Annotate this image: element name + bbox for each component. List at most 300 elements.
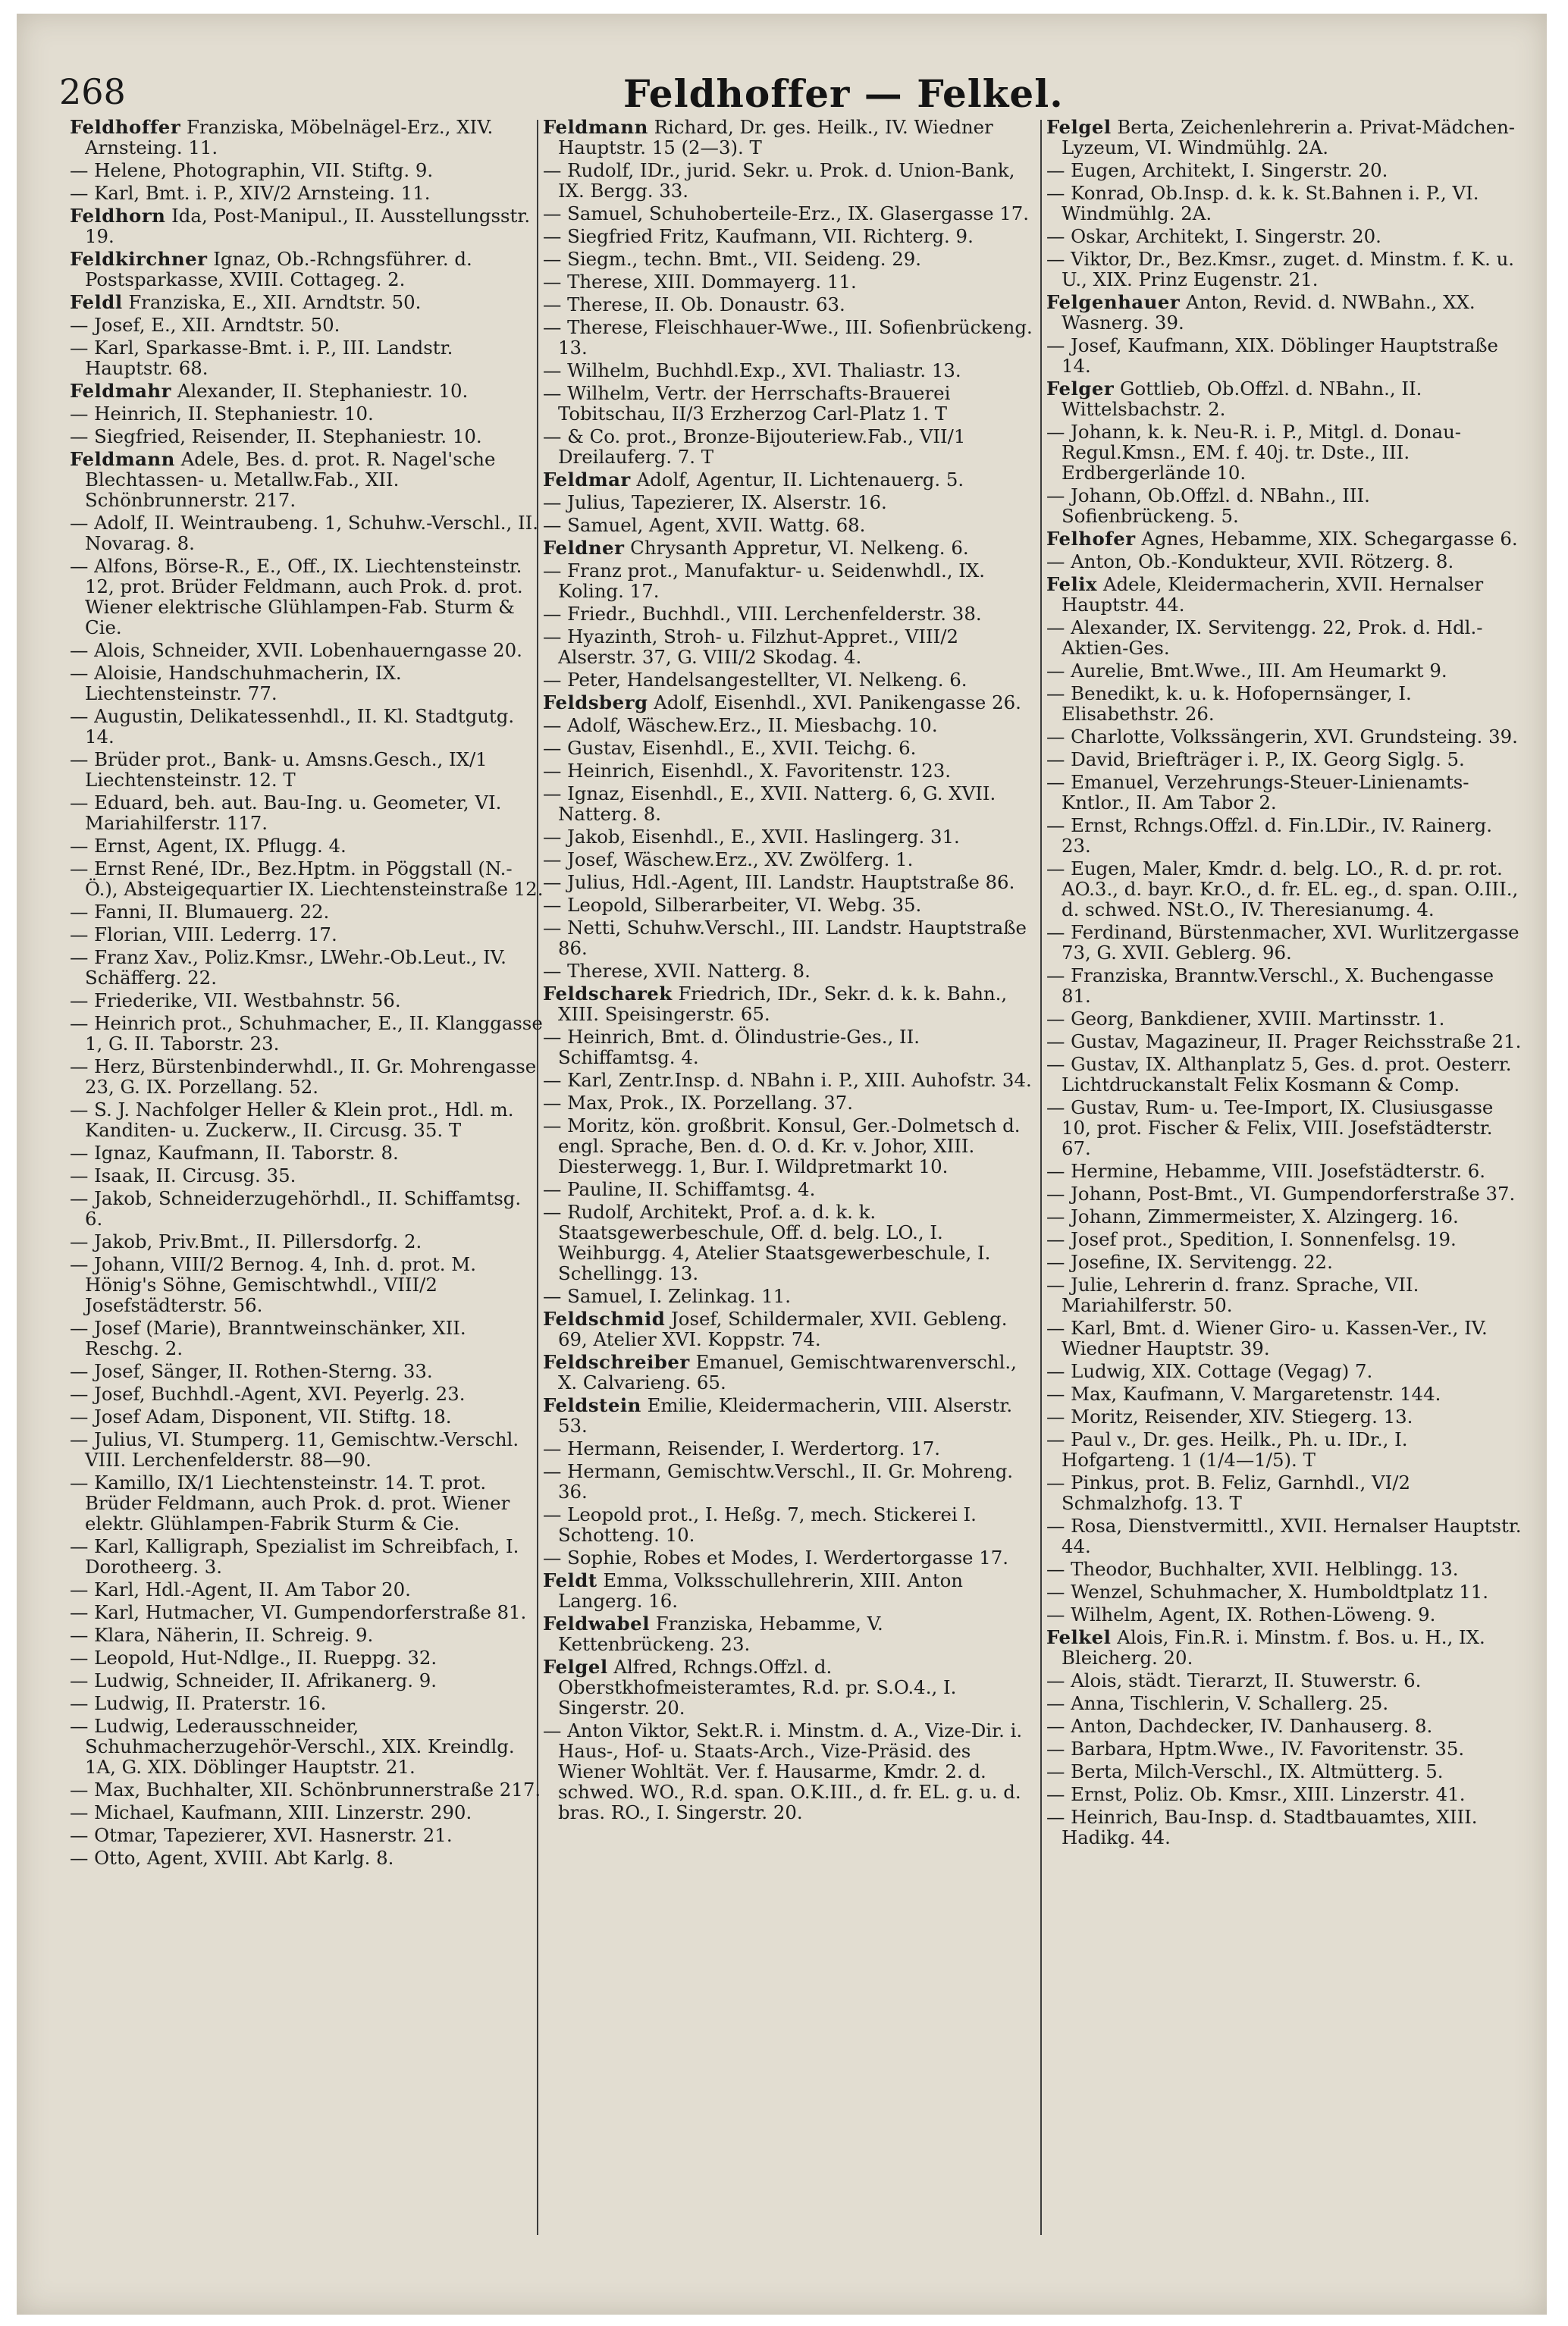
directory-entry [70, 183, 544, 203]
directory-entry [1046, 292, 1523, 333]
directory-entry [1046, 1761, 1523, 1782]
entry-text: — Viktor, Dr., Bez.Kmsr., zuget. d. Minstm. f. K. u. U., XIX. Prinz Eugenstr. 21. [1046, 248, 1515, 290]
entry-text: — Isaak, II. Circusg. 35. [70, 1165, 296, 1187]
directory-entry [70, 1143, 544, 1163]
directory-entry [1046, 922, 1523, 963]
entry-text: — Josef, Sänger, II. Rothen-Sterng. 33. [70, 1360, 433, 1382]
directory-entry [1046, 772, 1523, 813]
directory-entry [543, 1286, 1040, 1306]
directory-entry [1046, 485, 1523, 526]
entry-text: — Josef, Kaufmann, XIX. Döblinger Hauptstraße 14. [1046, 334, 1498, 377]
directory-entry [1046, 1670, 1523, 1691]
entry-text: — Karl, Sparkasse-Bmt. i. P., III. Landstr. Hauptstr. 68. [70, 337, 453, 379]
entry-text: — Ludwig, XIX. Cottage (Vegag) 7. [1046, 1360, 1373, 1382]
entry-surname: Feldstein [543, 1394, 641, 1416]
directory-entry [543, 1657, 1040, 1718]
directory-entry [70, 1536, 544, 1577]
entry-text: — Otto, Agent, XVIII. Abt Karlg. 8. [70, 1847, 394, 1869]
directory-entry [70, 426, 544, 447]
entry-text: Ida, Post-Manipul., II. Ausstellungsstr. 19. [85, 205, 531, 247]
entry-text: — Herz, Bürstenbinderwhdl., II. Gr. Mohrengasse 23, G. IX. Porzellang. 52. [70, 1055, 537, 1098]
directory-entry [1046, 1516, 1523, 1556]
directory-entry [70, 381, 544, 401]
entry-text: — Anton Viktor, Sekt.R. i. Minstm. d. A., Vize-Dir. i. Haus-, Hof- u. Staats-Arch., Vize-Präsid. des Wiener Wohltät. Ver. f. Hausarme, Kmdr. 2. d. schwed. WO., R.d. span. O.K.III., d. fr. EL. g. u. d. bras. RO., I. Singerstr. 20. [543, 1719, 1023, 1823]
entry-text: — Peter, Handelsangestellter, VI. Nelkeng. 6. [543, 669, 967, 691]
entry-text: — Ernst, Agent, IX. Pflugg. 4. [70, 835, 347, 857]
entry-text: — Gustav, Rum- u. Tee-Import, IX. Clusiusgasse 10, prot. Fischer & Felix, VIII. Josefstädterstr. 67. [1046, 1096, 1494, 1159]
entry-text: — Eugen, Maler, Kmdr. d. belg. LO., R. d. pr. rot. AO.3., d. bayr. Kr.O., d. fr. EL. eg., d. span. O.III., d. schwed. NSt.O., IV. Theresianumg. 4. [1046, 857, 1519, 920]
entry-text: Gottlieb, Ob.Offzl. d. NBahn., II. Wittelsbachstr. 2. [1062, 378, 1422, 420]
directory-entry [543, 294, 1040, 315]
directory-entry [70, 1013, 544, 1054]
entry-text: — Therese, II. Ob. Donaustr. 63. [543, 293, 845, 315]
entry-surname: Feldt [543, 1569, 597, 1591]
directory-entry [70, 249, 544, 290]
directory-entry [543, 1461, 1040, 1502]
entry-text: — Ludwig, Lederausschneider, Schuhmacherzugehör-Verschl., XIX. Kreindlg. 1A, G. XIX. Döblinger Hauptstr. 21. [70, 1715, 515, 1778]
directory-entry [543, 249, 1040, 269]
entry-text: Richard, Dr. ges. Heilk., IV. Wiedner Hauptstr. 15 (2—3). T [558, 117, 993, 158]
directory-entry [1046, 1384, 1523, 1404]
entry-text: — Ernst René, IDr., Bez.Hptm. in Pöggstall (N.-Ö.), Absteigequartier IX. Liechtensteinstraße 12. [70, 857, 544, 900]
entry-text: — Josef, Buchhdl.-Agent, XVI. Peyerlg. 23. [70, 1383, 466, 1405]
directory-entry [543, 1179, 1040, 1199]
directory-entry [70, 901, 544, 922]
entry-text: — Rudolf, IDr., jurid. Sekr. u. Prok. d. Union-Bank, IX. Bergg. 33. [543, 159, 1015, 202]
directory-entry [543, 895, 1040, 915]
entry-surname: Feldner [543, 537, 625, 559]
entry-text: — Siegm., techn. Bmt., VII. Seideng. 29. [543, 248, 922, 270]
directory-entry [543, 1547, 1040, 1568]
entry-text: — Johann, Zimmermeister, X. Alzingerg. 16. [1046, 1205, 1459, 1227]
directory-entry [70, 1099, 544, 1140]
entry-text: — Therese, XVII. Natterg. 8. [543, 960, 811, 982]
entry-text: — Therese, XIII. Dommayerg. 11. [543, 271, 857, 293]
directory-entry [1046, 1627, 1523, 1668]
entry-text: — Hermine, Hebamme, VIII. Josefstädterstr. 6. [1046, 1160, 1486, 1182]
entry-text: — Sophie, Robes et Modes, I. Werdertorgasse 17. [543, 1547, 1009, 1569]
directory-entry [1046, 749, 1523, 770]
directory-entry [70, 556, 544, 638]
entry-text: — Konrad, Ob.Insp. d. k. k. St.Bahnen i. P., VI. Windmühlg. 2A. [1046, 182, 1479, 224]
entry-surname: Felix [1046, 573, 1098, 595]
directory-entry [1046, 1738, 1523, 1759]
directory-entry [543, 1092, 1040, 1113]
directory-entry [1046, 528, 1523, 549]
directory-entry [70, 1670, 544, 1691]
entry-text: Franziska, Möbelnägel-Erz., XIV. Arnsteing. 11. [85, 117, 494, 158]
entry-text: — Gustav, Magazineur, II. Prager Reichsstraße 21. [1046, 1030, 1522, 1052]
column-left [70, 117, 544, 2300]
directory-entry [70, 337, 544, 378]
entry-text: — Augustin, Delikatessenhdl., II. Kl. Stadtgutg. 14. [70, 705, 515, 748]
entry-text: Emma, Volksschullehrerin, XIII. Anton Langerg. 16. [558, 1569, 964, 1612]
entry-text: — Moritz, kön. großbrit. Konsul, Ger.-Dolmetsch d. engl. Sprache, Ben. d. O. d. Kr. v. Johor, XIII. Diesterwegg. 1, Bur. I. Wildpretmarkt 10. [543, 1114, 1021, 1177]
directory-entry [1046, 965, 1523, 1006]
entry-text: — Rudolf, Architekt, Prof. a. d. k. k. Staatsgewerbeschule, Off. d. belg. LO., I. Weihburgg. 4, Atelier Staatsgewerbeschule, I. Schellingg. 13. [543, 1201, 991, 1284]
directory-entry [543, 469, 1040, 490]
directory-entry [543, 1720, 1040, 1823]
entry-surname: Feldschmid [543, 1308, 666, 1330]
entry-text: — Therese, Fleischhauer-Wwe., III. Sofienbrückeng. 13. [543, 316, 1033, 359]
entry-surname: Feldkirchner [70, 248, 208, 270]
entry-text: — Ernst, Poliz. Ob. Kmsr., XIII. Linzerstr. 41. [1046, 1783, 1466, 1805]
entry-text: Franziska, E., XII. Arndtstr. 50. [122, 291, 422, 313]
directory-entry [1046, 1716, 1523, 1736]
entry-text: — Otmar, Tapezierer, XVI. Hasnerstr. 21. [70, 1824, 453, 1846]
directory-entry [70, 947, 544, 988]
directory-entry [70, 1802, 544, 1823]
entry-text: — Julius, VI. Stumperg. 11, Gemischtw.-Verschl. VIII. Lerchenfelderstr. 88—90. [70, 1428, 519, 1471]
entry-text: — Heinrich prot., Schuhmacher, E., II. Klanggasse 1, G. II. Taborstr. 23. [70, 1012, 543, 1055]
directory-entry [1046, 1604, 1523, 1625]
entry-text: — Max, Prok., IX. Porzellang. 37. [543, 1092, 854, 1114]
entry-text: — Jakob, Priv.Bmt., II. Pillersdorfg. 2. [70, 1230, 422, 1252]
entry-text: — Helene, Photographin, VII. Stiftg. 9. [70, 159, 434, 181]
entry-text: Anton, Revid. d. NWBahn., XX. Wasnerg. 39. [1062, 291, 1475, 334]
directory-entry [1046, 117, 1523, 158]
entry-text: — Emanuel, Verzehrungs-Steuer-Linienamts-Kntlor., II. Am Tabor 2. [1046, 771, 1469, 813]
directory-entry [70, 792, 544, 833]
entry-text: — Rosa, Dienstvermittl., XVII. Hernalser Hauptstr. 44. [1046, 1515, 1522, 1557]
entry-text: — Barbara, Hptm.Wwe., IV. Favoritenstr. 35. [1046, 1738, 1465, 1760]
entry-text: — Pauline, II. Schiffamtsg. 4. [543, 1178, 816, 1200]
directory-entry [1046, 1361, 1523, 1381]
directory-entry [1046, 1406, 1523, 1427]
entry-text: — Alfons, Börse-R., E., Off., IX. Liechtensteinstr. 12, prot. Brüder Feldmann, auch Prok. d. prot. Wiener elektrische Glühlampen-Fab. Sturm & Cie. [70, 555, 523, 638]
entry-text: — Eduard, beh. aut. Bau-Ing. u. Geometer, VI. Mariahilferstr. 117. [70, 792, 502, 834]
entry-surname: Feldhoffer [70, 117, 181, 138]
directory-entry [543, 626, 1040, 667]
entry-surname: Feldhorn [70, 205, 166, 227]
entry-text: — Julius, Hdl.-Agent, III. Landstr. Hauptstraße 86. [543, 871, 1015, 893]
entry-text: — Netti, Schuhw.Verschl., III. Landstr. Hauptstraße 86. [543, 917, 1027, 959]
directory-entry [1046, 1252, 1523, 1272]
entry-text: — Ludwig, Schneider, II. Afrikanerg. 9. [70, 1669, 437, 1691]
entry-surname: Feldscharek [543, 983, 673, 1005]
directory-entry [1046, 1054, 1523, 1095]
entry-text: — Wilhelm, Buchhdl.Exp., XVI. Thaliastr. 13. [543, 359, 961, 381]
directory-entry [543, 271, 1040, 292]
entry-text: — & Co. prot., Bronze-Bijouteriew.Fab., VII/1 Dreilauferg. 7. T [543, 425, 966, 468]
entry-text: — Klara, Näherin, II. Schreig. 9. [70, 1624, 374, 1646]
directory-entry [70, 449, 544, 510]
entry-text: — Adolf, II. Weintraubeng. 1, Schuhw.-Verschl., II. Novarag. 8. [70, 512, 539, 554]
entry-text: — Benedikt, k. u. k. Hofopernsänger, I. Elisabethstr. 26. [1046, 682, 1412, 725]
entry-text: — Ignaz, Eisenhdl., E., XVII. Natterg. 6, G. XVII. Natterg. 8. [543, 782, 996, 825]
entry-text: — Florian, VIII. Lederrg. 17. [70, 923, 337, 945]
entry-text: — Josef (Marie), Branntweinschänker, XII. Reschg. 2. [70, 1317, 466, 1359]
directory-entry [70, 1472, 544, 1534]
directory-entry [543, 492, 1040, 513]
directory-entry [70, 1056, 544, 1097]
directory-entry [1046, 726, 1523, 747]
directory-entry [70, 990, 544, 1011]
directory-entry [1046, 1429, 1523, 1470]
directory-entry [1046, 1693, 1523, 1713]
entry-text: — Josef prot., Spedition, I. Sonnenfelsg. 19. [1046, 1228, 1457, 1250]
entry-text: — Paul v., Dr. ges. Heilk., Ph. u. IDr., I. Hofgarteng. 1 (1/4—1/5). T [1046, 1428, 1408, 1471]
entry-text: — Franziska, Branntw.Verschl., X. Buchengasse 81. [1046, 964, 1494, 1007]
directory-entry [543, 117, 1040, 158]
directory-entry [543, 983, 1040, 1024]
entry-text: — Georg, Bankdiener, XVIII. Martinsstr. 1. [1046, 1008, 1445, 1030]
entry-text: — Friedr., Buchhdl., VIII. Lerchenfelderstr. 38. [543, 603, 982, 625]
directory-entry [70, 1429, 544, 1470]
entry-text: — Leopold, Silberarbeiter, VI. Webg. 35. [543, 894, 922, 916]
directory-entry [70, 858, 544, 899]
entry-text: — Adolf, Wäschew.Erz., II. Miesbachg. 10. [543, 714, 938, 736]
entry-text: — Karl, Bmt. i. P., XIV/2 Arnsteing. 11. [70, 182, 431, 204]
directory-entry [543, 426, 1040, 467]
directory-entry [1046, 815, 1523, 856]
directory-entry [1046, 1031, 1523, 1052]
directory-entry [543, 783, 1040, 824]
directory-entry [543, 872, 1040, 892]
directory-entry [70, 663, 544, 704]
entry-text: Berta, Zeichenlehrerin a. Privat-Mädchen-Lyzeum, VI. Windmühlg. 2A. [1062, 117, 1516, 158]
directory-entry [543, 1395, 1040, 1436]
entry-surname: Feldl [70, 291, 123, 313]
directory-entry [1046, 1472, 1523, 1513]
entry-surname: Feldwabel [543, 1613, 650, 1635]
entry-surname: Feldschreiber [543, 1351, 690, 1373]
entry-text: — Julius, Tapezierer, IX. Alserstr. 16. [543, 491, 887, 513]
entry-text: — Siegfried Fritz, Kaufmann, VII. Richterg. 9. [543, 225, 974, 247]
entry-text: — Michael, Kaufmann, XIII. Linzerstr. 290. [70, 1801, 472, 1823]
entry-surname: Felhofer [1046, 528, 1136, 550]
entry-text: — Jakob, Eisenhdl., E., XVII. Haslingerg. 31. [543, 826, 960, 848]
entry-text: Franziska, Hebamme, V. Kettenbrückeng. 23. [558, 1613, 883, 1655]
entry-text: — Leopold prot., I. Heßg. 7, mech. Stickerei I. Schotteng. 10. [543, 1503, 977, 1546]
directory-entry [1046, 1784, 1523, 1804]
entry-text: Josef, Schildermaler, XVII. Gebleng. 69, Atelier XVI. Koppstr. 74. [558, 1308, 1008, 1350]
directory-entry [543, 826, 1040, 847]
directory-entry [543, 226, 1040, 246]
directory-entry [1046, 1559, 1523, 1579]
directory-entry [543, 603, 1040, 624]
directory-entry [543, 961, 1040, 981]
directory-entry [1046, 1229, 1523, 1249]
entry-text: — Karl, Kalligraph, Spezialist im Schreibfach, I. Dorotheerg. 3. [70, 1535, 519, 1578]
directory-entry [70, 117, 544, 158]
directory-entry [1046, 551, 1523, 572]
directory-entry [1046, 249, 1523, 290]
entry-text: Ignaz, Ob.-Rchngsführer. d. Postsparkasse, XVIII. Cottageg. 2. [85, 248, 472, 290]
directory-entry [70, 160, 544, 180]
entry-text: — Aurelie, Bmt.Wwe., III. Am Heumarkt 9. [1046, 660, 1447, 682]
entry-text: — Heinrich, Bmt. d. Ölindustrie-Ges., II. Schiffamtsg. 4. [543, 1026, 920, 1068]
directory-entry [70, 1318, 544, 1359]
directory-entry [543, 383, 1040, 424]
entry-text: — Heinrich, II. Stephaniestr. 10. [70, 403, 374, 425]
entry-text: — Alois, städt. Tierarzt, II. Stuwerstr. 6. [1046, 1669, 1422, 1691]
entry-text: — Gustav, IX. Althanplatz 5, Ges. d. prot. Oesterr. Lichtdruckanstalt Felix Kosmann & Comp. [1046, 1053, 1512, 1096]
entry-text: Alfred, Rchngs.Offzl. d. Oberstkhofmeisteramtes, R.d. pr. S.O.4., I. Singerstr. 20. [558, 1656, 957, 1719]
entry-surname: Felger [1046, 378, 1115, 400]
entry-text: — Jakob, Schneiderzugehörhdl., II. Schiffamtsg. 6. [70, 1187, 522, 1230]
entry-text: — Kamillo, IX/1 Liechtensteinstr. 14. T. prot. Brüder Feldmann, auch Prok. d. prot. Wiener elektr. Glühlampen-Fabrik Sturm & Cie. [70, 1472, 510, 1534]
entry-text: — Franz prot., Manufaktur- u. Seidenwhdl., IX. Koling. 17. [543, 560, 985, 602]
entry-text: — Samuel, Agent, XVII. Wattg. 68. [543, 514, 866, 536]
directory-entry [70, 1188, 544, 1229]
directory-entry [70, 1406, 544, 1427]
directory-entry [70, 1384, 544, 1404]
entry-text: — Max, Buchhalter, XII. Schönbrunnerstraße 217. [70, 1779, 541, 1801]
entry-surname: Felgenhauer [1046, 291, 1181, 313]
entry-text: Adele, Kleidermacherin, XVII. Hernalser Hauptstr. 44. [1062, 573, 1484, 616]
entry-surname: Feldmann [70, 448, 175, 470]
directory-entry [543, 538, 1040, 558]
directory-entry [1046, 1206, 1523, 1227]
page-title: Feldhoffer — Felkel. [623, 71, 1064, 116]
directory-entry [543, 669, 1040, 690]
directory-entry [543, 360, 1040, 381]
directory-entry [1046, 422, 1523, 483]
directory-entry [543, 715, 1040, 735]
directory-entry [543, 1202, 1040, 1284]
directory-entry [543, 1504, 1040, 1545]
entry-text: — Wilhelm, Vertr. der Herrschafts-Brauerei Tobitschau, II/3 Erzherzog Carl-Platz 1. T [543, 382, 951, 425]
directory-entry [70, 1779, 544, 1800]
entry-text: — Leopold, Hut-Ndlge., II. Rueppg. 32. [70, 1647, 437, 1669]
directory-entry [1046, 858, 1523, 920]
page-number: 268 [59, 71, 126, 112]
entry-text: — Theodor, Buchhalter, XVII. Helblingg. 13. [1046, 1558, 1459, 1580]
directory-entry [1046, 1318, 1523, 1359]
directory-entry [70, 924, 544, 945]
entry-surname: Feldmahr [70, 380, 172, 402]
entry-text: — Max, Kaufmann, V. Margaretenstr. 144. [1046, 1383, 1441, 1405]
entry-text: — Karl, Hutmacher, VI. Gumpendorferstraße 81. [70, 1601, 527, 1623]
directory-entry [1046, 226, 1523, 246]
entry-text: — Siegfried, Reisender, II. Stephaniestr. 10. [70, 425, 482, 447]
directory-entry [543, 1027, 1040, 1067]
directory-entry [543, 760, 1040, 781]
entry-text: — Karl, Bmt. d. Wiener Giro- u. Kassen-Ver., IV. Wiedner Hauptstr. 39. [1046, 1317, 1488, 1359]
directory-entry [543, 1309, 1040, 1350]
entry-text: — Josef Adam, Disponent, VII. Stiftg. 18. [70, 1406, 452, 1428]
entry-text: Adolf, Eisenhdl., XVI. Panikengasse 26. [648, 691, 1021, 713]
column-middle [543, 117, 1040, 2300]
entry-text: — Eugen, Architekt, I. Singerstr. 20. [1046, 159, 1388, 181]
directory-entry [70, 315, 544, 335]
entry-text: Alois, Fin.R. i. Minstm. f. Bos. u. H., IX. Bleicherg. 20. [1062, 1626, 1485, 1669]
entry-text: — Samuel, Schuhoberteile-Erz., IX. Glasergasse 17. [543, 202, 1030, 224]
entry-text: — David, Briefträger i. P., IX. Georg Siglg. 5. [1046, 748, 1465, 770]
directory-entry [1046, 160, 1523, 180]
entry-surname: Felkel [1046, 1626, 1112, 1648]
entry-text: — Moritz, Reisender, XIV. Stiegerg. 13. [1046, 1406, 1413, 1428]
entry-text: — Hermann, Gemischtw.Verschl., II. Gr. Mohreng. 36. [543, 1460, 1014, 1503]
directory-entry [1046, 183, 1523, 224]
entry-surname: Feldsberg [543, 691, 648, 713]
entry-text: — Josef, E., XII. Arndtstr. 50. [70, 314, 340, 336]
entry-text: Emilie, Kleidermacherin, VIII. Alserstr. 53. [558, 1394, 1013, 1437]
directory-entry [543, 692, 1040, 713]
entry-text: — Hermann, Reisender, I. Werdertorg. 17. [543, 1437, 940, 1459]
directory-entry [543, 849, 1040, 870]
directory-entry [70, 205, 544, 246]
directory-entry [543, 203, 1040, 224]
entry-text: — Oskar, Architekt, I. Singerstr. 20. [1046, 225, 1381, 247]
directory-entry [543, 160, 1040, 201]
entry-text: — Hyazinth, Stroh- u. Filzhut-Appret., VIII/2 Alserstr. 37, G. VIII/2 Skodag. 4. [543, 625, 958, 668]
directory-entry [543, 1070, 1040, 1090]
entry-surname: Feldmar [543, 469, 631, 491]
entry-text: — Pinkus, prot. B. Feliz, Garnhdl., VI/2 Schmalzhofg. 13. T [1046, 1472, 1411, 1514]
entry-text: — Ernst, Rchngs.Offzl. d. Fin.LDir., IV. Rainerg. 23. [1046, 814, 1492, 857]
directory-entry [70, 1254, 544, 1315]
directory-entry [543, 1115, 1040, 1177]
column-right [1046, 117, 1523, 2300]
directory-entry [543, 1613, 1040, 1654]
directory-entry [1046, 1807, 1523, 1848]
entry-surname: Felgel [543, 1656, 608, 1678]
directory-entry [70, 1848, 544, 1868]
directory-entry [1046, 1581, 1523, 1602]
column-divider [1040, 120, 1042, 2235]
entry-text: — Franz Xav., Poliz.Kmsr., LWehr.-Ob.Leut., IV. Schäfferg. 22. [70, 946, 506, 989]
directory-entry [1046, 617, 1523, 658]
entry-text: — Ludwig, II. Praterstr. 16. [70, 1692, 327, 1714]
entry-text: — Samuel, I. Zelinkag. 11. [543, 1285, 792, 1307]
directory-entry [1046, 1274, 1523, 1315]
directory-entry [543, 317, 1040, 358]
directory-entry [70, 403, 544, 424]
entry-text: — Johann, k. k. Neu-R. i. P., Mitgl. d. Donau-Regul.Kmsn., EM. f. 40j. tr. Dste., III. Erdbergerlände 10. [1046, 421, 1462, 484]
directory-entry [1046, 1183, 1523, 1204]
entry-text: — Johann, Ob.Offzl. d. NBahn., III. Sofienbrückeng. 5. [1046, 484, 1370, 527]
entry-text: Agnes, Hebamme, XIX. Schegargasse 6. [1135, 528, 1518, 550]
directory-entry [70, 1579, 544, 1600]
entry-text: Friedrich, IDr., Sekr. d. k. k. Bahn., XIII. Speisingerstr. 65. [558, 983, 1008, 1025]
entry-text: — Julie, Lehrerin d. franz. Sprache, VII. Mariahilferstr. 50. [1046, 1274, 1419, 1316]
directory-entry [543, 1570, 1040, 1611]
directory-entry [70, 1825, 544, 1845]
entry-text: — Ferdinand, Bürstenmacher, XVI. Wurlitzergasse 73, G. XVII. Geblerg. 96. [1046, 921, 1519, 964]
directory-entry [543, 738, 1040, 758]
entry-text: — Alexander, IX. Servitengg. 22, Prok. d. Hdl.-Aktien-Ges. [1046, 616, 1483, 659]
directory-entry [70, 513, 544, 553]
directory-entry [1046, 1097, 1523, 1158]
directory-entry [1046, 683, 1523, 724]
entry-text: — Karl, Hdl.-Agent, II. Am Tabor 20. [70, 1578, 411, 1600]
entry-text: — Anna, Tischlerin, V. Schallerg. 25. [1046, 1692, 1389, 1714]
directory-entry [543, 1352, 1040, 1393]
entry-text: — Fanni, II. Blumauerg. 22. [70, 901, 330, 923]
entry-text: — Karl, Zentr.Insp. d. NBahn i. P., XIII. Auhofstr. 34. [543, 1069, 1032, 1091]
directory-entry [70, 706, 544, 747]
entry-text: — Ignaz, Kaufmann, II. Taborstr. 8. [70, 1142, 399, 1164]
entry-text: Chrysanth Appretur, VI. Nelkeng. 6. [624, 537, 969, 559]
directory-entry [70, 1693, 544, 1713]
entry-text: — S. J. Nachfolger Heller & Klein prot., Hdl. m. Kanditen- u. Zuckerw., II. Circusg. 35. T [70, 1099, 514, 1141]
entry-text: Alexander, II. Stephaniestr. 10. [171, 380, 469, 402]
entry-text: — Friederike, VII. Westbahnstr. 56. [70, 989, 401, 1011]
directory-entry [1046, 660, 1523, 681]
directory-entry [1046, 1008, 1523, 1029]
entry-text: — Heinrich, Eisenhdl., X. Favoritenstr. 123. [543, 760, 951, 782]
directory-entry [70, 1602, 544, 1622]
entry-text: — Berta, Milch-Verschl., IX. Altmütterg. 5. [1046, 1760, 1444, 1782]
entry-text: — Gustav, Eisenhdl., E., XVII. Teichg. 6. [543, 737, 917, 759]
directory-entry [70, 1716, 544, 1777]
directory-entry [1046, 378, 1523, 419]
entry-text: — Aloisie, Handschuhmacherin, IX. Liechtensteinstr. 77. [70, 662, 402, 704]
directory-entry [543, 917, 1040, 958]
directory-entry [70, 292, 544, 312]
